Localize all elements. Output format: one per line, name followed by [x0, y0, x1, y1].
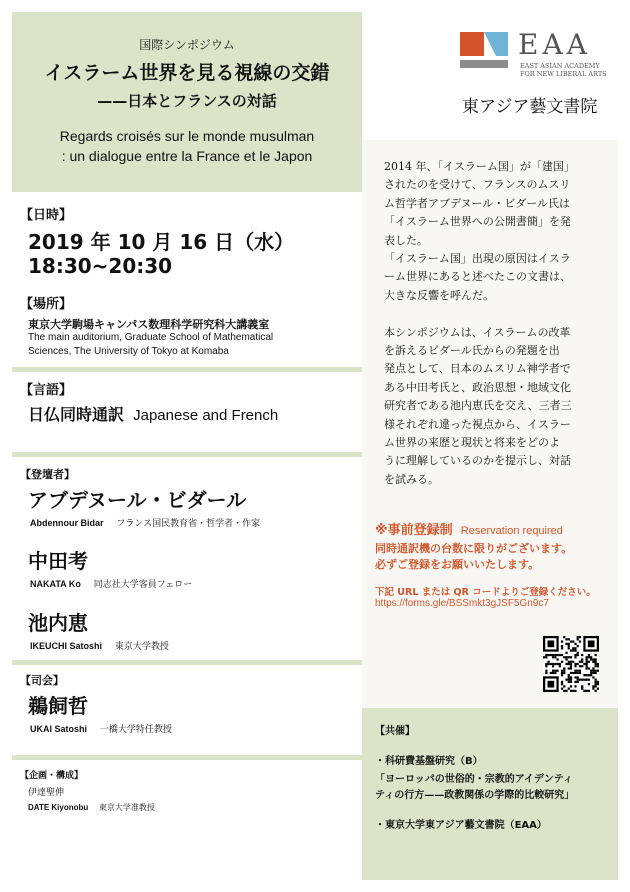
language-value	[28, 402, 278, 425]
intro-line: うに理解しているのかを提示し、対話	[384, 454, 571, 468]
eaa-logo-icon	[460, 32, 508, 80]
intro-line: を試みる。	[384, 472, 439, 486]
eaa-subtitle-line1: EAST ASIAN ACADEMY	[520, 62, 600, 70]
qr-module	[570, 640, 572, 642]
qr-module	[588, 683, 590, 685]
qr-module	[586, 690, 588, 692]
speaker-role: 東京大学教授	[114, 642, 169, 652]
qr-module	[563, 656, 565, 658]
venue-label: 【場所】	[20, 297, 73, 312]
qr-module	[559, 665, 561, 667]
planning-romaji: DATE Kiyonobu	[28, 803, 89, 812]
qr-module	[597, 681, 599, 683]
intro-line: されたのを受けて、フランスのムスリ	[384, 178, 571, 192]
qr-module	[565, 643, 567, 645]
qr-module	[565, 690, 567, 692]
qr-module	[579, 672, 581, 674]
qr-module	[561, 688, 563, 690]
qr-module	[545, 670, 547, 672]
reservation-line1: 同時通訳機の台数に限りがございます。	[375, 542, 573, 555]
speaker-name: 中田考	[28, 549, 88, 573]
qr-module	[574, 663, 576, 665]
qr-module	[561, 681, 563, 683]
qr-module	[565, 679, 567, 681]
qr-module	[577, 676, 579, 678]
qr-module	[568, 638, 570, 640]
venue-en-line2: Sciences, The University of Tokyo at Komaba	[28, 346, 229, 357]
qr-module	[579, 679, 581, 681]
qr-module	[561, 670, 563, 672]
qr-module	[595, 683, 597, 685]
speaker-affiliation	[30, 516, 260, 529]
qr-module	[572, 672, 574, 674]
qr-module	[588, 667, 590, 669]
qr-module	[574, 690, 576, 692]
qr-module	[568, 656, 570, 658]
intro-line: を訴えるビダール氏からの発題を出	[384, 344, 560, 358]
qr-module	[588, 654, 590, 656]
speaker-romaji: NAKATA Ko	[30, 579, 81, 589]
moderator-affiliation	[30, 722, 172, 735]
planning-name: 伊達聖伸	[28, 788, 65, 798]
french-title-line1: Regards croisés sur le monde musulman	[59, 128, 315, 144]
reservation-note: 下記 URL または QR コードよりご登録ください。	[375, 587, 596, 598]
qr-module	[568, 663, 570, 665]
support-item1-line2: 「ヨーロッパの世俗的・宗教的アイデンティ	[375, 774, 573, 785]
qr-module	[561, 674, 563, 676]
qr-module	[550, 663, 552, 665]
eaa-subtitle-line2: FOR NEW LIBERAL ARTS	[520, 70, 607, 78]
qr-module	[574, 656, 576, 658]
qr-module	[572, 690, 574, 692]
speaker-role: フランス国民教育省・哲学者・作家	[116, 519, 261, 529]
qr-module	[577, 645, 579, 647]
divider-1	[12, 367, 362, 372]
qr-module	[592, 688, 594, 690]
qr-module	[579, 665, 581, 667]
qr-module	[590, 656, 592, 658]
qr-module	[586, 658, 588, 660]
qr-module	[579, 636, 581, 638]
qr-module	[561, 640, 563, 642]
eaa-japanese-name: 東アジア藝文書院	[462, 97, 598, 117]
intro-line: 「イスラーム世界への公開書簡」を発	[384, 215, 571, 229]
qr-module	[577, 654, 579, 656]
planning-label: 【企画・構成】	[20, 771, 84, 781]
qr-module	[570, 676, 572, 678]
qr-module	[597, 688, 599, 690]
qr-module	[565, 638, 567, 640]
qr-module	[574, 676, 576, 678]
qr-module	[556, 670, 558, 672]
qr-module	[556, 654, 558, 656]
qr-module	[577, 679, 579, 681]
qr-module	[568, 674, 570, 676]
support-item2: ・東京大学東アジア藝文書院（EAA）	[375, 820, 547, 831]
qr-module	[556, 663, 558, 665]
qr-module	[577, 672, 579, 674]
intro-line: 2014 年、「イスラーム国」が「建国」	[384, 160, 575, 173]
qr-module	[570, 661, 572, 663]
qr-module	[592, 670, 594, 672]
qr-module	[595, 679, 597, 681]
qr-module	[565, 652, 567, 654]
qr-module	[577, 663, 579, 665]
qr-module	[574, 654, 576, 656]
reservation-title: ※事前登録制	[375, 523, 453, 538]
qr-finder-center	[547, 681, 554, 688]
logo-red-square	[460, 32, 484, 56]
qr-module	[568, 645, 570, 647]
date-day: 2019 年 10 月 16 日（水）	[28, 230, 295, 254]
intro-line: 本シンポジウムは、イスラームの改革	[384, 325, 571, 339]
qr-module	[561, 672, 563, 674]
qr-module	[574, 643, 576, 645]
qr-module	[581, 658, 583, 660]
qr-module	[574, 685, 576, 687]
speaker-name: 池内恵	[28, 611, 88, 635]
intro-line: 大きな反響を呼んだ。	[384, 288, 494, 302]
qr-module	[561, 647, 563, 649]
qr-module	[565, 658, 567, 660]
qr-finder-center	[547, 640, 554, 647]
logo-gray-bar	[460, 60, 508, 68]
qr-module	[590, 674, 592, 676]
qr-module	[588, 679, 590, 681]
qr-module	[586, 674, 588, 676]
qr-module	[586, 667, 588, 669]
date-time: 18:30~20:30	[28, 254, 173, 278]
qr-module	[554, 663, 556, 665]
qr-code-icon	[543, 636, 599, 692]
qr-module	[561, 661, 563, 663]
qr-module	[574, 672, 576, 674]
venue-ja: 東京大学駒場キャンパス数理科学研究科大講義室	[28, 318, 270, 331]
intro-line: ある中田考氏と、政治思想・地域文化	[384, 380, 571, 394]
logo-blue-shape	[484, 32, 508, 56]
speakers-label: 【登壇者】	[20, 468, 75, 481]
qr-module	[588, 661, 590, 663]
qr-module	[568, 661, 570, 663]
qr-module	[597, 670, 599, 672]
qr-module	[583, 674, 585, 676]
intro-line: ム哲学者アブデヌール・ビダール氏は	[384, 196, 571, 210]
intro-text	[384, 158, 608, 489]
qr-module	[577, 681, 579, 683]
qr-module	[592, 672, 594, 674]
qr-module	[570, 663, 572, 665]
qr-code[interactable]	[543, 636, 599, 692]
qr-module	[574, 647, 576, 649]
qr-module	[579, 670, 581, 672]
qr-module	[581, 679, 583, 681]
divider-4	[12, 755, 362, 760]
qr-module	[590, 658, 592, 660]
qr-module	[590, 670, 592, 672]
qr-module	[581, 665, 583, 667]
qr-module	[545, 656, 547, 658]
qr-module	[543, 656, 545, 658]
qr-module	[552, 670, 554, 672]
qr-module	[595, 654, 597, 656]
qr-module	[568, 679, 570, 681]
qr-module	[595, 661, 597, 663]
qr-module	[563, 690, 565, 692]
page-subtitle: ——日本とフランスの対話	[97, 92, 277, 110]
qr-module	[561, 654, 563, 656]
qr-module	[552, 656, 554, 658]
qr-module	[563, 672, 565, 674]
qr-module	[563, 685, 565, 687]
qr-module	[595, 681, 597, 683]
intro-line: 様それぞれ違った視点から、イスラー	[384, 417, 571, 431]
reservation-heading	[375, 519, 563, 538]
qr-module	[586, 663, 588, 665]
qr-module	[577, 638, 579, 640]
qr-module	[568, 688, 570, 690]
support-label: 【共催】	[375, 726, 415, 737]
intro-line: 「イスラーム国」出現の原因はイスラ	[384, 252, 571, 266]
eaa-subtitle	[520, 62, 607, 78]
qr-module	[577, 652, 579, 654]
qr-module	[572, 647, 574, 649]
qr-module	[570, 681, 572, 683]
qr-module	[595, 690, 597, 692]
qr-module	[550, 654, 552, 656]
qr-module	[590, 672, 592, 674]
qr-module	[554, 656, 556, 658]
qr-module	[554, 670, 556, 672]
qr-module	[583, 690, 585, 692]
planning-role: 東京大学准教授	[98, 803, 155, 812]
qr-module	[570, 665, 572, 667]
qr-module	[547, 654, 549, 656]
qr-module	[561, 645, 563, 647]
moderator-name: 鵜飼哲	[28, 694, 88, 718]
qr-module	[561, 683, 563, 685]
qr-module	[574, 670, 576, 672]
qr-module	[592, 676, 594, 678]
qr-module	[572, 649, 574, 651]
qr-module	[597, 663, 599, 665]
qr-finder-center	[588, 640, 595, 647]
qr-module	[595, 670, 597, 672]
intro-line: ーム世界にあると述べたこの文書は、	[384, 270, 571, 284]
qr-module	[568, 647, 570, 649]
qr-module	[570, 685, 572, 687]
moderator-romaji: UKAI Satoshi	[30, 724, 88, 734]
qr-module	[595, 672, 597, 674]
intro-line: 表した。	[384, 233, 428, 247]
qr-module	[547, 663, 549, 665]
qr-module	[552, 665, 554, 667]
qr-module	[545, 654, 547, 656]
reservation-line2: 必ずご登録をお願いいたします。	[375, 558, 540, 571]
qr-module	[595, 685, 597, 687]
qr-module	[595, 665, 597, 667]
moderator-role: 一橋大学特任教授	[99, 725, 172, 735]
qr-module	[592, 658, 594, 660]
qr-module	[581, 688, 583, 690]
qr-module	[588, 674, 590, 676]
qr-module	[570, 690, 572, 692]
qr-module	[577, 670, 579, 672]
eaa-wordmark: EAA	[518, 28, 591, 61]
support-item1-line3: ティの行方——政教関係の学際的比較研究」	[375, 790, 575, 801]
qr-module	[583, 663, 585, 665]
qr-module	[577, 636, 579, 638]
page-title: イスラーム世界を見る視線の交錯	[44, 62, 330, 84]
speaker-romaji: IKEUCHI Satoshi	[30, 641, 103, 651]
qr-module	[572, 640, 574, 642]
qr-module	[586, 679, 588, 681]
qr-module	[592, 667, 594, 669]
qr-module	[579, 640, 581, 642]
qr-module	[559, 654, 561, 656]
qr-module	[570, 649, 572, 651]
moderator-label: 【司会】	[20, 674, 64, 687]
qr-module	[583, 679, 585, 681]
qr-module	[586, 665, 588, 667]
speaker-romaji: Abdennour Bidar	[30, 518, 104, 528]
qr-module	[592, 661, 594, 663]
kicker: 国際シンポジウム	[139, 38, 235, 52]
qr-module	[568, 667, 570, 669]
qr-module	[552, 672, 554, 674]
qr-module	[565, 663, 567, 665]
qr-module	[552, 663, 554, 665]
language-ja: 日仏同時通訳	[28, 405, 125, 424]
qr-module	[581, 661, 583, 663]
qr-module	[563, 667, 565, 669]
eaa-logo-mark	[460, 32, 508, 80]
intro-line: 研究者である池内恵氏を交え、三者三	[384, 399, 572, 413]
intro-line: ム世界の来歴と現状と将来をどのよ	[384, 436, 560, 450]
speaker-affiliation	[30, 577, 192, 590]
qr-module	[586, 656, 588, 658]
qr-module	[597, 683, 599, 685]
qr-module	[559, 663, 561, 665]
qr-module	[556, 658, 558, 660]
qr-module	[565, 656, 567, 658]
qr-module	[552, 654, 554, 656]
qr-module	[568, 676, 570, 678]
support-item1-line1: ・科研費基盤研究（B）	[375, 756, 483, 767]
qr-module	[588, 656, 590, 658]
qr-module	[563, 636, 565, 638]
speaker-role: 同志社大学客員フェロー	[93, 580, 193, 590]
qr-module	[592, 685, 594, 687]
venue-en-line1: The main auditorium, Graduate School of Mathematical	[28, 332, 274, 343]
qr-module	[554, 654, 556, 656]
divider-3	[12, 660, 362, 665]
language-label: 【言語】	[20, 383, 73, 398]
qr-module	[570, 679, 572, 681]
qr-module	[595, 658, 597, 660]
french-title-line2: : un dialogue entre la France et le Japon	[61, 148, 313, 164]
qr-module	[581, 685, 583, 687]
qr-module	[581, 654, 583, 656]
qr-module	[568, 643, 570, 645]
qr-module	[597, 665, 599, 667]
reservation-url[interactable]: https://forms.gle/BSSmkt3gJSF5Gn9c7	[375, 598, 549, 609]
qr-module	[545, 663, 547, 665]
divider-2	[12, 452, 362, 457]
language-en: Japanese and French	[133, 407, 279, 424]
qr-module	[570, 667, 572, 669]
qr-module	[563, 670, 565, 672]
qr-module	[574, 649, 576, 651]
qr-module	[574, 681, 576, 683]
qr-module	[554, 672, 556, 674]
qr-module	[568, 681, 570, 683]
qr-module	[572, 661, 574, 663]
qr-module	[570, 656, 572, 658]
qr-module	[588, 690, 590, 692]
speaker-affiliation	[30, 639, 169, 652]
paragraph-spacer	[384, 305, 608, 323]
qr-module	[574, 665, 576, 667]
planning-affiliation	[28, 802, 155, 813]
date-label: 【日時】	[20, 208, 73, 223]
qr-module	[595, 663, 597, 665]
speaker-name: アブデヌール・ビダール	[28, 488, 247, 512]
qr-module	[545, 665, 547, 667]
reservation-title-en: Reservation required	[460, 525, 563, 537]
qr-module	[550, 672, 552, 674]
qr-module	[586, 661, 588, 663]
qr-module	[570, 672, 572, 674]
qr-module	[579, 661, 581, 663]
qr-module	[547, 661, 549, 663]
qr-module	[545, 672, 547, 674]
intro-line: 発点として、日本のムスリム神学者で	[384, 362, 571, 376]
